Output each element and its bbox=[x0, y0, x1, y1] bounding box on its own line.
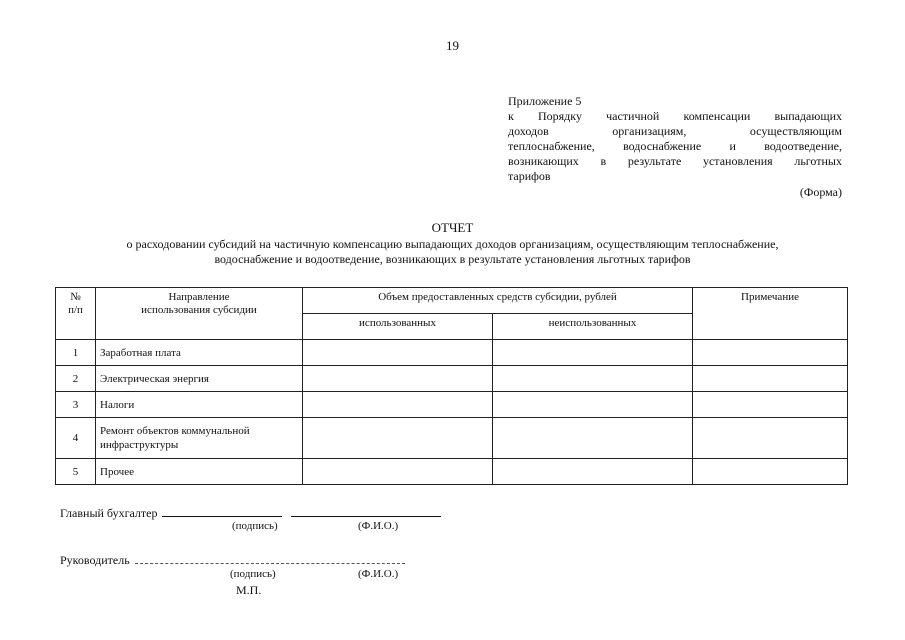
report-title: ОТЧЕТ bbox=[431, 220, 474, 235]
table-row bbox=[56, 418, 848, 459]
appendix-block bbox=[508, 94, 842, 200]
cell-used bbox=[303, 392, 493, 418]
cell-unused bbox=[493, 366, 693, 392]
appendix-line: теплоснабжение, водоснабжение и водоотведение, bbox=[508, 139, 842, 153]
appendix-line: возникающих в результате установления льготных bbox=[508, 154, 842, 168]
cell-used bbox=[303, 459, 493, 485]
header-volume: Объем предоставленных средств субсидии, рублей bbox=[303, 288, 693, 314]
cell-unused bbox=[493, 392, 693, 418]
row-number: 3 bbox=[56, 392, 96, 418]
cell-used bbox=[303, 340, 493, 366]
row-number: 4 bbox=[56, 418, 96, 459]
signature-caption: (подпись) bbox=[230, 568, 276, 580]
cell-unused bbox=[493, 418, 693, 459]
appendix-line: тарифов bbox=[508, 169, 551, 183]
director-signature-line bbox=[135, 552, 405, 564]
cell-note bbox=[693, 392, 848, 418]
accountant-signature-line bbox=[162, 505, 282, 517]
report-subtitle-line: водоснабжение и водоотведение, возникающих в результате установления льготных тарифов bbox=[214, 252, 691, 266]
form-label: (Форма) bbox=[799, 185, 842, 199]
table-row bbox=[56, 392, 848, 418]
table-row bbox=[56, 366, 848, 392]
accountant-label: Главный бухгалтер bbox=[60, 506, 158, 520]
header-unused: неиспользованных bbox=[493, 314, 693, 340]
row-direction: Прочее bbox=[96, 459, 303, 485]
report-subtitle-line: о расходовании субсидий на частичную компенсацию выпадающих доходов организациям, осуществляющим теплоснабжение, bbox=[126, 237, 779, 251]
header-used: использованных bbox=[303, 314, 493, 340]
row-direction: Ремонт объектов коммунальной инфраструктуры bbox=[96, 418, 303, 459]
cell-note bbox=[693, 340, 848, 366]
cell-used bbox=[303, 418, 493, 459]
accountant-name-line bbox=[291, 505, 441, 517]
cell-note bbox=[693, 459, 848, 485]
accountant-signature-row bbox=[60, 505, 441, 521]
cell-note bbox=[693, 418, 848, 459]
cell-used bbox=[303, 366, 493, 392]
signature-caption: (подпись) bbox=[232, 520, 278, 532]
row-direction: Заработная плата bbox=[96, 340, 303, 366]
header-note: Примечание bbox=[693, 288, 848, 340]
header-direction: Направление использования субсидии bbox=[96, 288, 303, 340]
appendix-title: Приложение 5 bbox=[508, 94, 582, 108]
name-caption: (Ф.И.О.) bbox=[358, 520, 399, 532]
appendix-line: доходов организациям, осуществляющим bbox=[508, 124, 842, 138]
row-direction: Налоги bbox=[96, 392, 303, 418]
cell-note bbox=[693, 366, 848, 392]
director-signature-row bbox=[60, 552, 405, 568]
row-direction: Электрическая энергия bbox=[96, 366, 303, 392]
name-caption: (Ф.И.О.) bbox=[358, 568, 399, 580]
cell-unused bbox=[493, 340, 693, 366]
report-table bbox=[55, 287, 848, 485]
appendix-line: к Порядку частичной компенсации выпадающих bbox=[508, 109, 842, 123]
row-number: 5 bbox=[56, 459, 96, 485]
page-number: 19 bbox=[446, 38, 459, 53]
header-num: № п/п bbox=[56, 288, 96, 340]
row-number: 2 bbox=[56, 366, 96, 392]
row-number: 1 bbox=[56, 340, 96, 366]
director-label: Руководитель bbox=[60, 553, 130, 567]
stamp-label: М.П. bbox=[236, 583, 262, 597]
cell-unused bbox=[493, 459, 693, 485]
table-row bbox=[56, 459, 848, 485]
report-subtitle bbox=[40, 237, 865, 267]
table-row bbox=[56, 340, 848, 366]
